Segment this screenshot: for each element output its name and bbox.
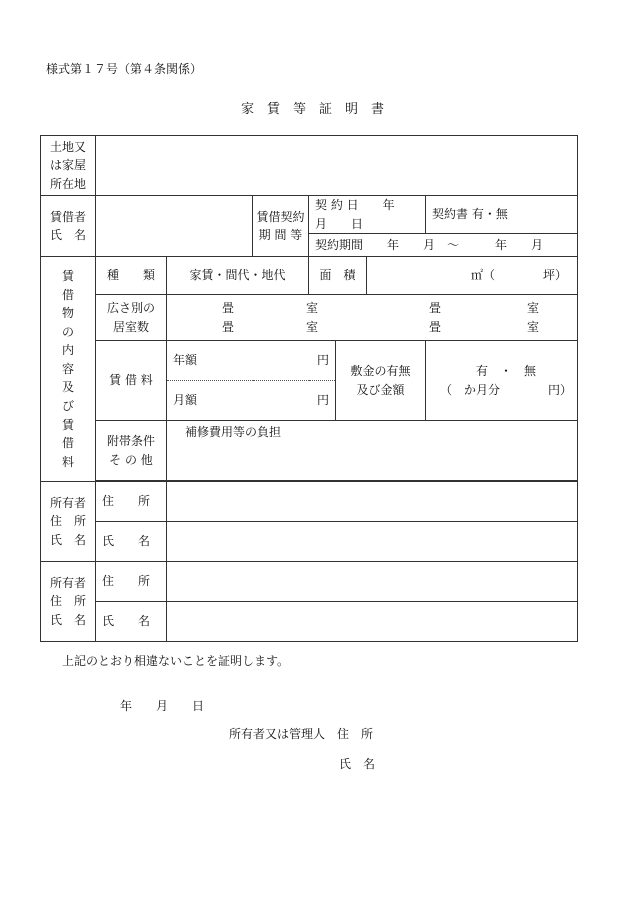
location-label: 土地又 は家屋 所在地: [41, 136, 96, 196]
form-number: 様式第１７号（第４条関係）: [46, 62, 203, 76]
owner-1-name-label: 氏 名: [96, 522, 167, 562]
owner-2-address-label: 住 所: [96, 562, 167, 602]
owner-address-line: 所有者又は管理人 住 所: [229, 727, 374, 741]
location-value[interactable]: [96, 136, 578, 196]
conditions-label: 附帯条件 そ の 他: [96, 421, 167, 481]
owner-2-name-value[interactable]: [167, 602, 578, 642]
deposit-label: 敷金の有無 及び金額: [336, 341, 426, 421]
contract-period: 契約期間 年 月 ～ 年 月: [309, 234, 578, 257]
deposit-value: 有 ・ 無 （ か月分 円）: [426, 341, 578, 421]
monthly-rent[interactable]: 月額 円: [167, 381, 336, 421]
page-title: 家賃等証明書: [240, 102, 397, 117]
lessee-label: 賃借者 氏 名: [41, 196, 96, 257]
owner-1-address-label: 住 所: [96, 482, 167, 522]
owner-1-address-value[interactable]: [167, 482, 578, 522]
room-label: 広さ別の 居室数: [96, 295, 167, 341]
contract-label: 賃借契約 期 間 等: [253, 196, 309, 257]
owner-2-name-label: 氏 名: [96, 602, 167, 642]
owner-1-name-value[interactable]: [167, 522, 578, 562]
owner-1-label: 所有者 住 所 氏 名: [41, 482, 96, 562]
area-label: 面 積: [309, 257, 367, 295]
owner-2-label: 所有者 住 所 氏 名: [41, 562, 96, 642]
contract-document: 契約書 有・無: [426, 196, 578, 234]
type-value: 家賃・間代・地代: [167, 257, 309, 295]
area-value: ㎡（ 坪）: [367, 257, 578, 295]
rental-content-label: 賃 借 物 の 内 容 及 び 賃 借 料: [41, 257, 96, 482]
lessee-name-value[interactable]: [96, 196, 253, 257]
room-values: 畳 室 畳 室 畳 室 畳 室: [167, 295, 578, 341]
type-label: 種 類: [96, 257, 167, 295]
rent-label: 賃 借 料: [96, 341, 167, 421]
date-line: 年 月 日: [120, 699, 205, 713]
certification-statement: 上記のとおり相違ないことを証明します。: [62, 654, 290, 668]
yearly-rent[interactable]: 年額 円: [167, 341, 336, 381]
certificate-table: [40, 135, 578, 642]
owner-2-address-value[interactable]: [167, 562, 578, 602]
owner-name-line: 氏 名: [339, 757, 376, 771]
conditions-value: 補修費用等の負担: [167, 421, 578, 481]
contract-date: 契 約 日 年 月 日: [309, 196, 426, 234]
